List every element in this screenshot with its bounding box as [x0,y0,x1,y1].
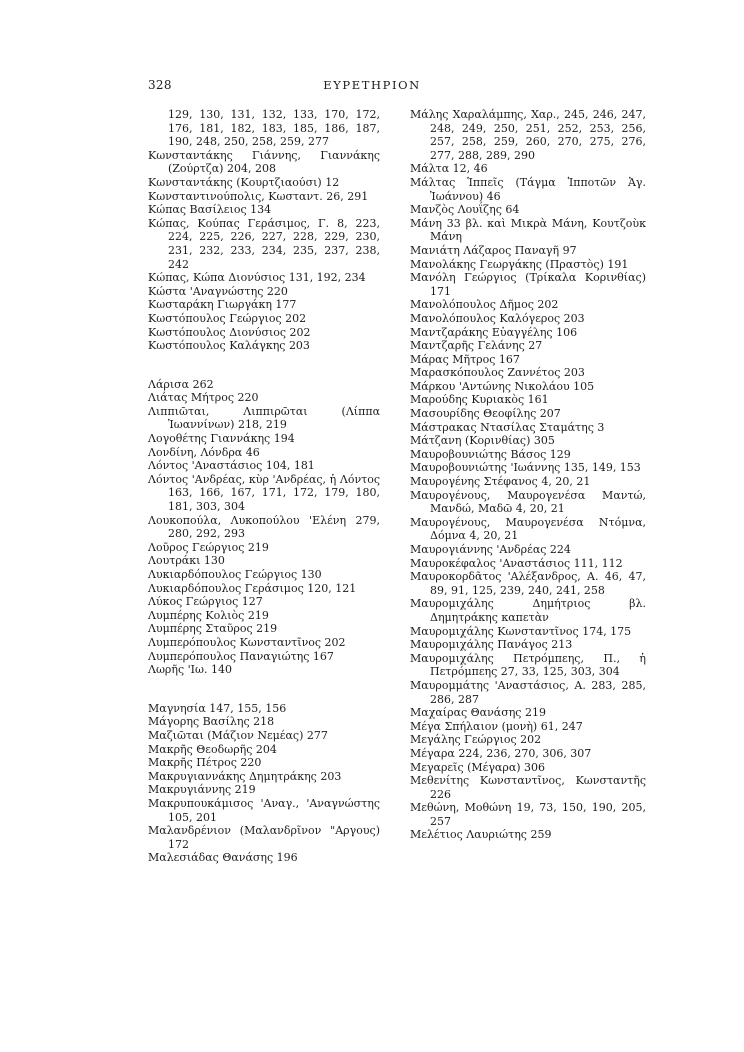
index-entry: Μαζιῶται (Μάζιον Νεμέας) 277 [148,728,328,742]
index-entry: Μαντζαρῆς Γελάνης 27 [410,339,543,353]
index-entry: Μασουρίδης Θεοφίλης 207 [410,407,561,421]
index-entry: Λυκιαρδόπουλος Γεώργιος 130 [148,568,322,581]
index-entry: Λυμπερόπουλος Παναγιώτης 167 [148,649,334,663]
index-entry: Κώστα 'Αναγνώστης 220 [148,284,288,298]
index-entry: Μαυροβουνιώτης 'Ιωάννης 135, 149, 153 [410,461,641,475]
index-entry: Μεθώνη, Μοθώνη 19, 73, 150, 190, 205, 257 [410,801,646,828]
index-entry: Μαυρογένης Στέφανος 4, 20, 21 [410,475,591,489]
index-entry: Λυκιαρδόπουλος Γεράσιμος 120, 121 [148,581,357,595]
index-column-left [148,108,380,865]
index-entry: Λόντος 'Ανδρέας, κὺρ 'Ανδρέας, ἡ Λόντος 163, 166, 167, 171, 172, 179, 180, 181, 303, 304 [148,472,380,514]
index-entry: Λύκος Γεώργιος 127 [148,595,263,609]
index-entry: Μεγαρεῖς (Μέγαρα) 306 [410,760,546,774]
index-entry: Μακρῆς Πέτρος 220 [148,756,262,770]
index-entry: Κωστόπουλος Καλάγκης 203 [148,339,310,353]
index-entry: Μαλεσιάδας Θανάσης 196 [148,851,298,865]
index-entry: Μάνη 33 βλ. καὶ Μικρὰ Μάνη, Κουτζοὺκ Μάνη [410,216,646,244]
index-entry: Λιάτας Μήτρος 220 [148,391,259,405]
index-entry: Λόντος 'Αναστάσιος 104, 181 [148,459,315,473]
index-entry: Μάλτας Ἱππεῖς (Τάγμα Ἱπποτῶν Ἁγ. Ἰωάννου) 46 [410,175,646,203]
index-entry: Κωνσταντάκης (Κουρτζιαούσι) 12 [148,175,340,189]
index-entry: Μελέτιος Λαυριώτης 259 [410,828,552,842]
index-entry: Μεγάλης Γεώργιος 202 [410,733,542,747]
index-entry: Μάλτα 12, 46 [410,162,488,176]
index-entry: Μάρκου 'Αντώνης Νικολάου 105 [410,379,595,393]
index-entry: Μακρῆς Θεοδωρῆς 204 [148,742,277,756]
index-entry: Μακρυπουκάμισος 'Αναγ., 'Αναγνώστης 105, 201 [148,796,380,824]
index-entry: Λονδίνη, Λόνδρα 46 [148,445,260,459]
index-entry: Λοῦρος Γεώργιος 219 [148,540,269,554]
index-entry: Μανζὸς Λουΐζης 64 [410,203,520,217]
index-entry: Λουτράκι 130 [148,554,225,568]
index-entry: Λυμπέρης Κολιὸς 219 [148,608,269,622]
index-entry: Λωρῆς 'Ιω. 140 [148,663,232,677]
index-entry: Μαυρογένους, Μαυρογενέσα Ντόμνα, Δόμνα 4, 20, 21 [410,515,646,543]
index-entry: 129, 130, 131, 132, 133, 170, 172, 176, 181, 182, 183, 185, 186, 187, 190, 248, 250, 258, 259, 277 [168,108,380,149]
index-entry: Λυμπερόπουλος Κωνσταντῖνος 202 [148,635,346,649]
index-entry: Κωνσταντάκης Γιάννης, Γιαννάκης (Ζούρτζα) 204, 208 [148,148,380,176]
index-entry: Μαυροβουνιώτης Βάσος 129 [410,447,571,461]
running-head: ΕΥΡΕΤΗΡΙΟΝ [323,78,421,92]
index-entry: Μάστρακας Ντασίλας Σταμάτης 3 [410,420,605,434]
index-entry: Μαυρομιχάλης Πετρόμπεης, Π., ἡ Πετρόμπεης 27, 33, 125, 303, 304 [410,651,646,679]
index-entry: Μάρας Μῆτρος 167 [410,352,520,366]
index-entry: Μανολόπουλος Καλόγερος 203 [410,311,585,325]
index-entry: Μακρυγιάννης 219 [148,783,256,797]
index-entry: Λάρισα 262 [148,377,214,391]
index-entry: Μέγαρα 224, 236, 270, 306, 307 [410,746,592,760]
index-entry: Μαυρομιχάλης Κωνσταντῖνος 174, 175 [410,624,632,638]
index-entry: Κώπας, Κώπα Διονύσιος 131, 192, 234 [148,271,366,285]
index-entry: Λιππιῶται, Λιππιρῶται (Λίππα Ἰωαννίνων) 218, 219 [148,404,380,432]
index-entry: Μάλης Χαραλάμπης, Χαρ., 245, 246, 247, 248, 249, 250, 251, 252, 253, 256, 257, 258, 259, 260, 270, 275, 276, 277, 288, 289, 290 [410,108,646,162]
index-entry: Μαρασκόπουλος Ζαννέτος 203 [410,366,585,380]
index-entry: Μεθενίτης Κωνσταντῖνος, Κωνσταντῆς 226 [410,774,646,801]
index-entry: Μαχαίρας Θανάσης 219 [410,706,546,720]
index-entry: Μάγορης Βασίλης 218 [148,715,275,729]
index-entry: Μαγνησία 147, 155, 156 [148,701,287,715]
letter-group-separator [148,353,380,378]
index-entry: Κώπας, Κούπας Γεράσιμος, Γ. 8, 223, 224, 225, 226, 227, 228, 229, 230, 231, 232, 233, 234, 235, 237, 238, 242 [148,216,380,271]
index-entry: Μανολάκης Γεωργάκης (Πραστὸς) 191 [410,257,629,271]
index-column-right [410,108,646,842]
index-entry: Μαυρογιάννης 'Ανδρέας 224 [410,543,571,556]
index-entry: Μαυροκορδᾶτος 'Αλέξανδρος, Α. 46, 47, 89, 91, 125, 239, 240, 241, 258 [410,570,646,597]
index-entry: Λουκοπούλα, Λυκοπούλου 'Ελένη 279, 280, 292, 293 [148,513,380,541]
index-entry: Μαυρογένους, Μαυρογενέσα Μαντώ, Μανδώ, Μαδῶ 4, 20, 21 [410,488,646,516]
index-entry: Μαυρομιχάλης Πανάγος 213 [410,638,573,652]
index-entry: Μακρυγιαννάκης Δημητράκης 203 [148,769,342,783]
index-entry: Λογοθέτης Γιαννάκης 194 [148,432,295,446]
index-entry: Κωστόπουλος Γεώργιος 202 [148,311,307,325]
letter-group-separator [148,677,380,702]
index-entry: Λυμπέρης Σταῦρος 219 [148,622,278,636]
index-entry: Μαρούδης Κυριακὸς 161 [410,393,549,407]
index-entry: Κωσταράκη Γιωργάκη 177 [148,298,297,312]
index-entry: Μάτζανη (Κορινθίας) 305 [410,434,555,448]
index-entry: Μανολόπουλος Δῆμος 202 [410,298,559,312]
index-entry: Μανιάτη Λάζαρος Παναγῆ 97 [410,243,577,257]
index-entry: Κώπας Βασίλειος 134 [148,203,272,217]
index-entry: Κωστόπουλος Διονύσιος 202 [148,325,311,339]
index-entry: Μανόλη Γεώργιος (Τρίκαλα Κορινθίας) 171 [410,271,646,298]
index-entry: Μαντζαράκης Εὐαγγέλης 106 [410,325,578,339]
page-number: 328 [148,78,172,92]
index-entry: Κωνσταντινούπολις, Κωσταντ. 26, 291 [148,189,369,203]
index-entry: Μέγα Σπήλαιον (μονὴ) 61, 247 [410,719,583,733]
index-entry: Μαυροκέφαλος 'Αναστάσιος 111, 112 [410,556,623,570]
index-entry: Μαυρομιχάλης Δημήτριος βλ. Δημητράκης καπετὰν [410,597,646,624]
index-entry: Μαυρομμάτης 'Αναστάσιος, Α. 283, 285, 286, 287 [410,678,646,706]
index-entry: Μαλανδρένιον (Μαλανδρῖνον "Αργους) 172 [148,824,380,851]
